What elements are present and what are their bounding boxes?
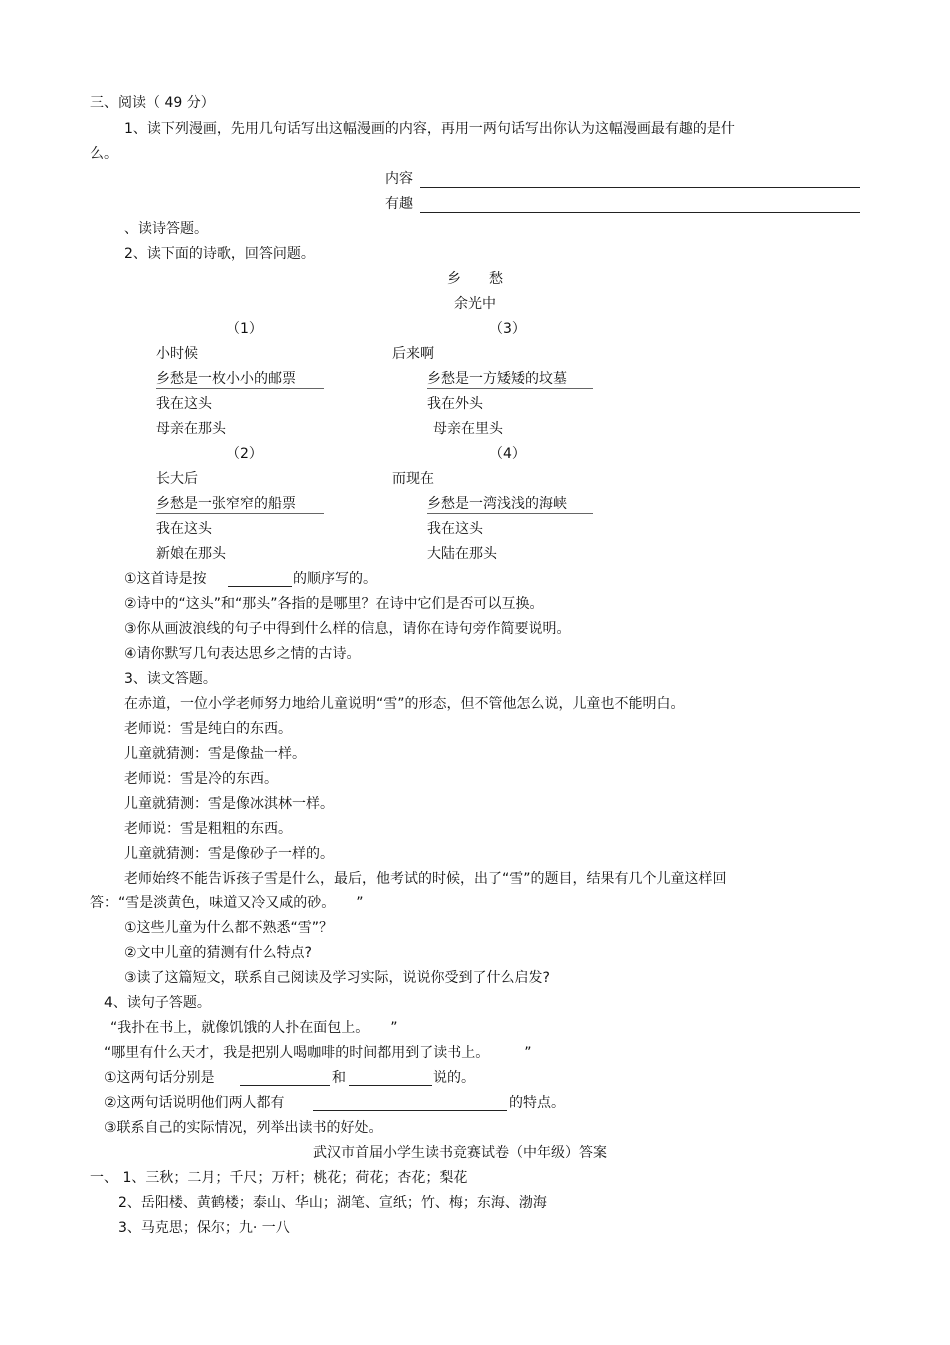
q2-sub1-end: 的顺序写的。 — [293, 571, 377, 587]
q3-text: 老师说：雪是粗粗的东西。 — [124, 821, 292, 837]
content-answer-line — [420, 187, 860, 188]
poem-line: 我在这头 — [156, 521, 212, 537]
answer-line: 一、 1、三秋；二月；千尺；万杆；桃花；荷花；杏花；梨花 — [90, 1170, 468, 1186]
poem-line-wavy: 乡愁是一方矮矮的坟墓 — [427, 371, 567, 387]
poem-line: 而现在 — [392, 471, 434, 487]
q4-sub2-end: 的特点。 — [509, 1095, 565, 1111]
q3-prompt: 3、读文答题。 — [124, 671, 217, 687]
q4-sub1-end: 说的。 — [433, 1070, 475, 1086]
q3-sub3: ③读了这篇短文，联系自己阅读及学习实际，说说你受到了什么启发? — [124, 970, 550, 986]
q3-text: 答：“雪是淡黄色，味道又冷又咸的砂。 ” — [90, 895, 364, 911]
stanza-number: （2） — [226, 446, 263, 462]
q3-sub1: ①这些儿童为什么都不熟悉“雪”？ — [124, 920, 334, 936]
stanza-number: （3） — [489, 321, 526, 337]
q1-prompt-line1: 1、读下列漫画，先用几句话写出这幅漫画的内容，再用一两句话写出你认为这幅漫画最有趣的是什 — [124, 121, 735, 137]
q4-prompt: 4、读句子答题。 — [104, 995, 211, 1011]
poem-title: 乡 愁 — [447, 271, 503, 287]
stanza-number: （4） — [489, 446, 526, 462]
answer-line: 2、岳阳楼、黄鹤楼；泰山、华山；湖笔、宣纸；竹、梅；东海、渤海 — [118, 1195, 547, 1211]
answer-line: 3、马克思；保尔；九· 一八 — [118, 1220, 290, 1236]
poem-line: 小时候 — [156, 346, 198, 362]
q2-sub2: ②诗中的“这头”和“那头”各指的是哪里？在诗中它们是否可以互换。 — [124, 596, 544, 612]
poem-line: 母亲在那头 — [156, 421, 226, 437]
stanza-number: （1） — [226, 321, 263, 337]
blank-line — [349, 1085, 432, 1086]
poem-line: 我在这头 — [156, 396, 212, 412]
q4-quote2: “哪里有什么天才，我是把别人喝咖啡的时间都用到了读书上。 ” — [104, 1045, 532, 1061]
poem-line-wavy: 乡愁是一张窄窄的船票 — [156, 496, 296, 512]
q4-sub3: ③联系自己的实际情况，列举出读书的好处。 — [104, 1120, 383, 1136]
q3-text: 儿童就猜测：雪是像砂子一样的。 — [124, 846, 334, 862]
fun-answer-line — [420, 212, 860, 213]
q3-text: 老师始终不能告诉孩子雪是什么，最后，他考试的时候，出了“雪”的题目，结果有几个儿童这样回 — [124, 871, 727, 887]
content-label: 内容 — [385, 171, 413, 187]
q3-text: 儿童就猜测：雪是像盐一样。 — [124, 746, 306, 762]
q1-prompt-line2: 么。 — [90, 146, 118, 162]
poem-intro: 、读诗答题。 — [124, 221, 208, 237]
blank-line — [313, 1110, 507, 1111]
q3-sub2: ②文中儿童的猜测有什么特点? — [124, 945, 312, 961]
wavy-underline — [156, 513, 324, 514]
blank-line — [240, 1085, 330, 1086]
q4-sub1-start: ①这两句话分别是 — [104, 1070, 215, 1086]
q3-text: 老师说：雪是纯白的东西。 — [124, 721, 292, 737]
wavy-underline — [156, 388, 324, 389]
section-heading: 三、阅读（ 49 分） — [90, 95, 215, 111]
wavy-underline — [427, 513, 593, 514]
q4-sub1-mid: 和 — [332, 1070, 346, 1086]
poem-line: 我在这头 — [427, 521, 483, 537]
poem-line: 母亲在里头 — [433, 421, 503, 437]
q3-text: 老师说：雪是冷的东西。 — [124, 771, 278, 787]
poem-line: 长大后 — [156, 471, 198, 487]
q4-sub2-start: ②这两句话说明他们两人都有 — [104, 1095, 285, 1111]
blank-line — [228, 586, 292, 587]
poem-line-wavy: 乡愁是一湾浅浅的海峡 — [427, 496, 567, 512]
poem-author: 余光中 — [454, 296, 496, 312]
poem-line: 新娘在那头 — [156, 546, 226, 562]
poem-line: 我在外头 — [427, 396, 483, 412]
q3-text: 儿童就猜测：雪是像冰淇林一样。 — [124, 796, 334, 812]
answers-title: 武汉市首届小学生读书竞赛试卷（中年级）答案 — [313, 1145, 607, 1161]
q4-quote1: “我扑在书上，就像饥饿的人扑在面包上。 ” — [110, 1020, 398, 1036]
poem-line-wavy: 乡愁是一枚小小的邮票 — [156, 371, 296, 387]
q2-prompt: 2、读下面的诗歌，回答问题。 — [124, 246, 315, 262]
q2-sub1-start: ①这首诗是按 — [124, 571, 207, 587]
q2-sub3: ③你从画波浪线的句子中得到什么样的信息，请你在诗句旁作简要说明。 — [124, 621, 571, 637]
q2-sub4: ④请你默写几句表达思乡之情的古诗。 — [124, 646, 361, 662]
q3-text: 在赤道，一位小学老师努力地给儿童说明“雪”的形态，但不管他怎么说，儿童也不能明白。 — [124, 696, 685, 712]
poem-line: 后来啊 — [392, 346, 434, 362]
fun-label: 有趣 — [385, 196, 413, 212]
wavy-underline — [427, 388, 593, 389]
poem-line: 大陆在那头 — [427, 546, 497, 562]
